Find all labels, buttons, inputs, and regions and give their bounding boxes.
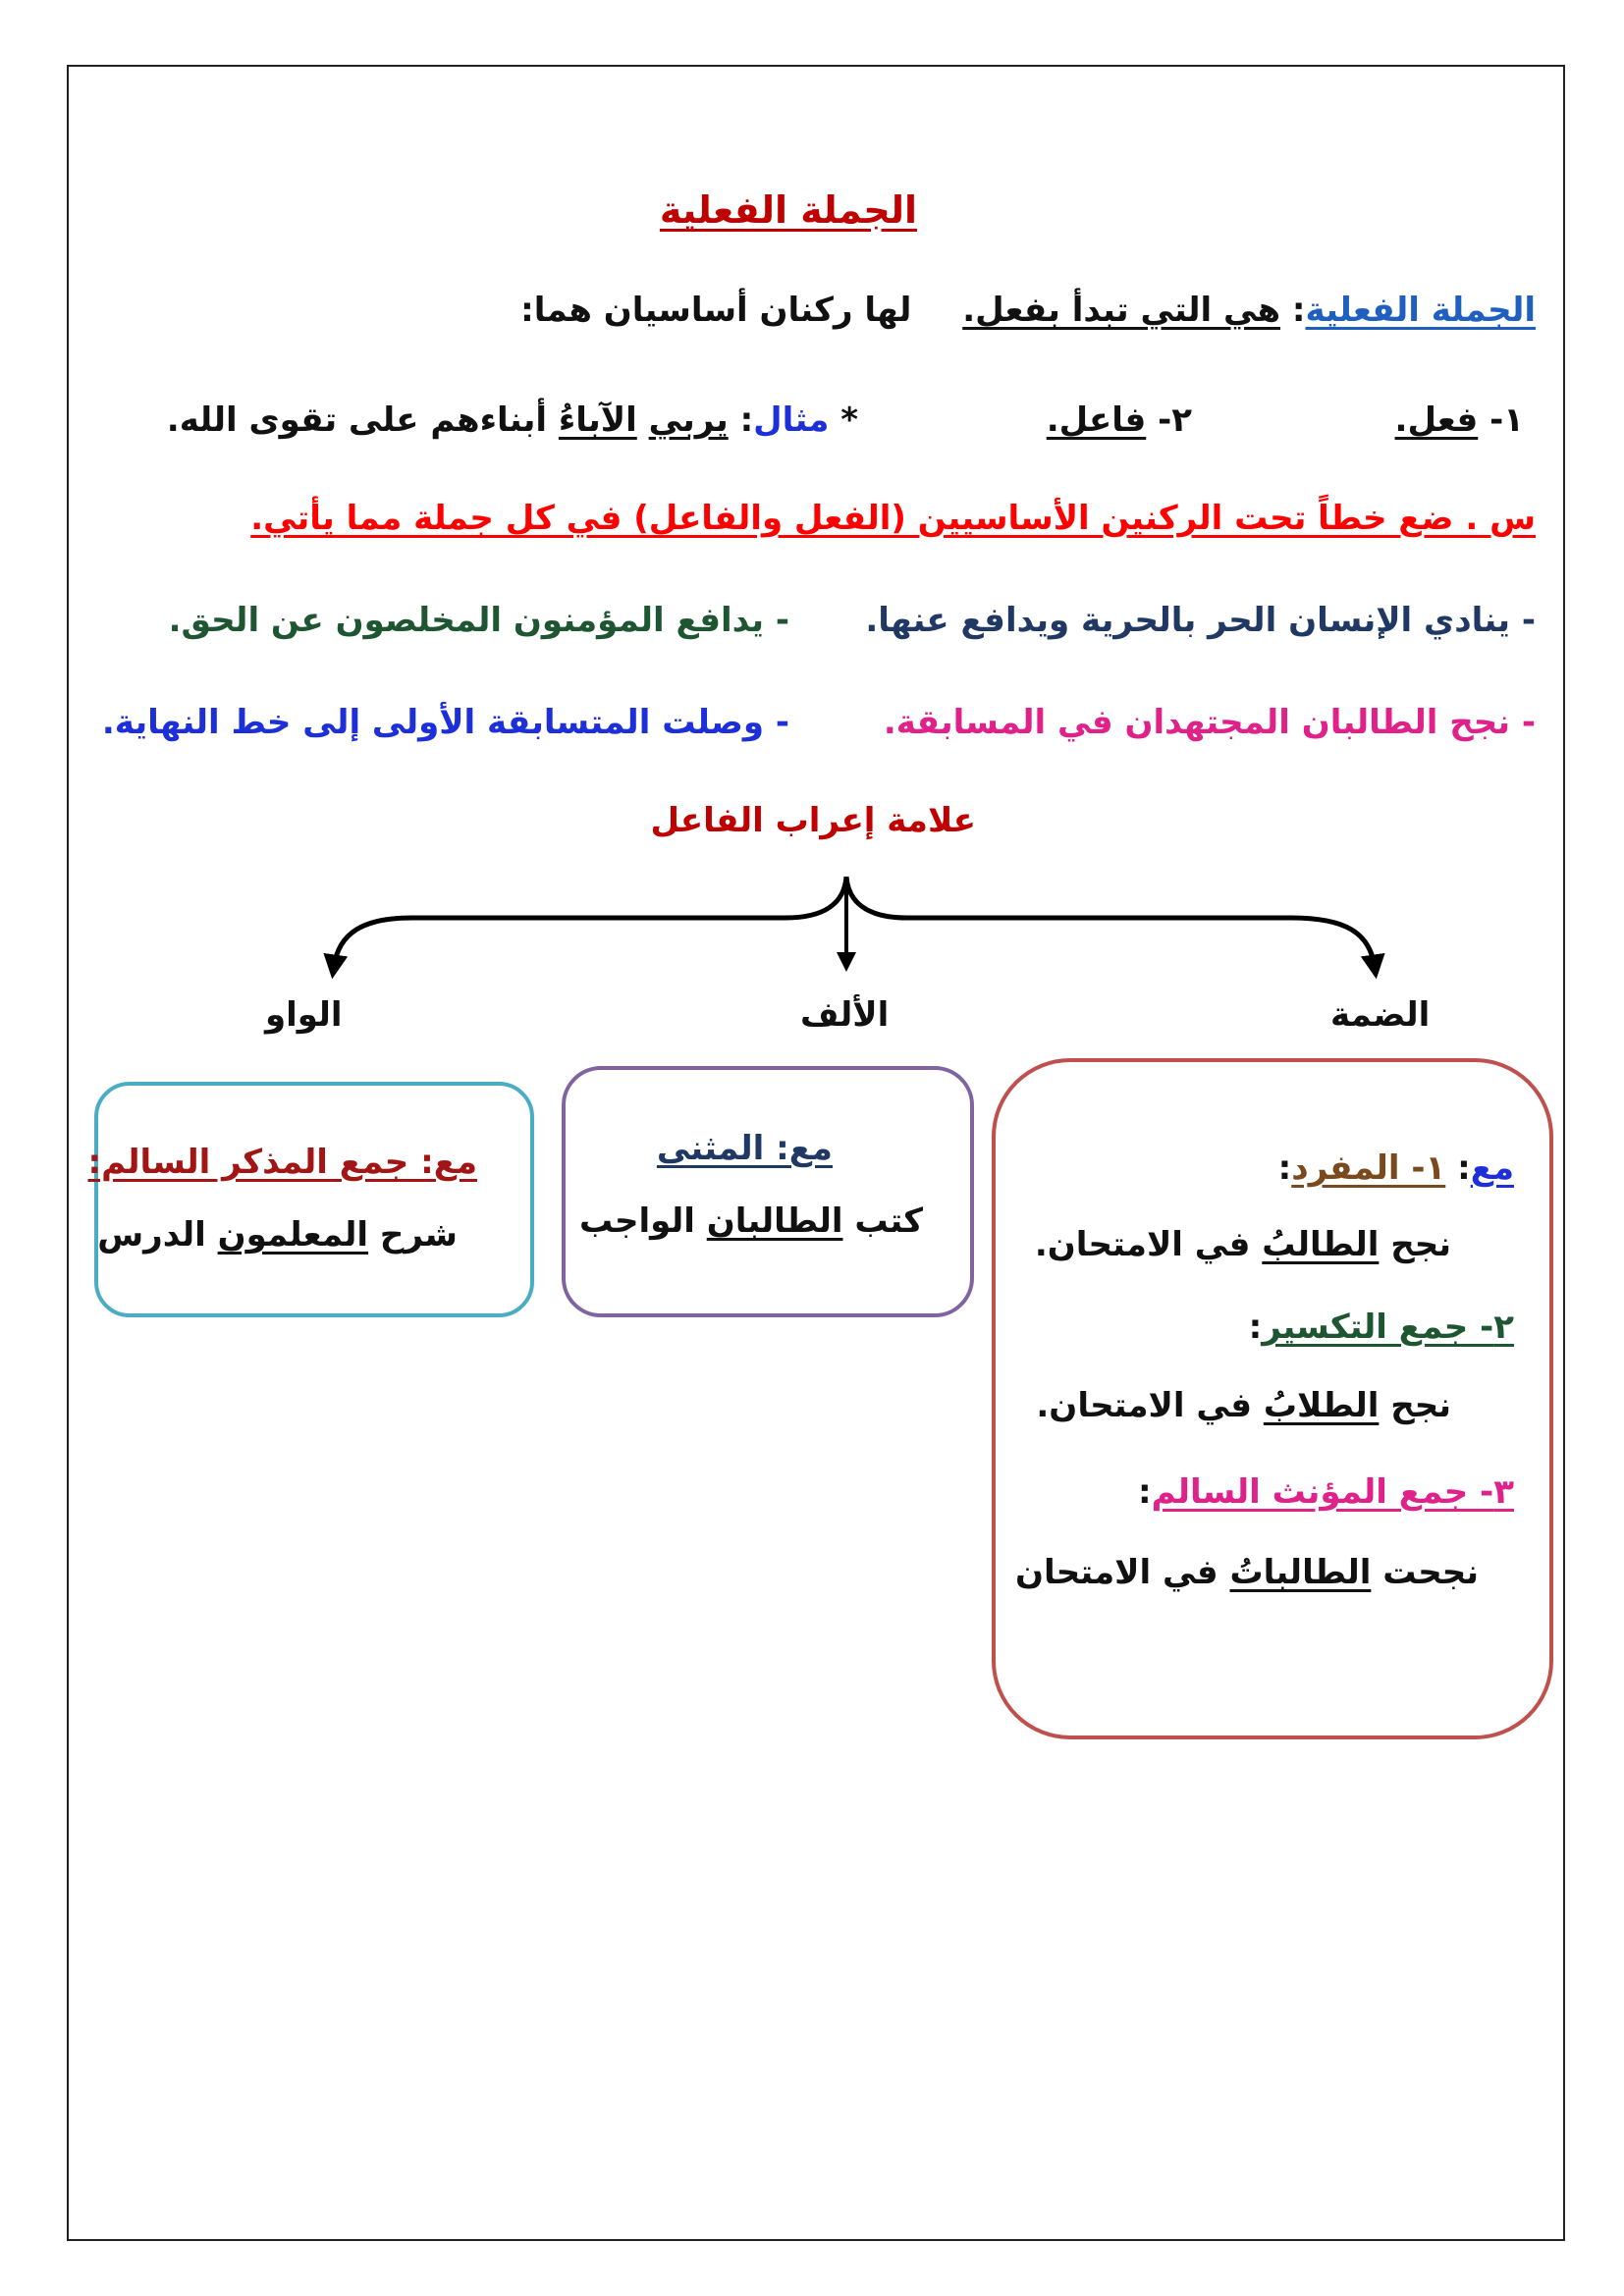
damma-muannath-subject: الطالباتُ (1229, 1553, 1372, 1592)
pillar-2: فاعل. (1046, 400, 1147, 440)
exercise-sentence-2: - يدافع المؤمنون المخلصون عن الحق. (168, 601, 789, 640)
exercise-sentence-3: - نجح الطالبان المجتهدان في المسابقة. (883, 703, 1536, 742)
exercise-sentence-4: - وصلت المتسابقة الأولى إلى خط النهاية. (101, 703, 789, 742)
example-rest: أبناءهم على تقوى الله. (166, 400, 548, 440)
example-label: مثال (753, 400, 830, 440)
definition-colon: : (1291, 291, 1306, 330)
pillar-1-number: ١- (1489, 400, 1524, 440)
damma-taksir-heading (1249, 1308, 1514, 1348)
damma-with-label: مع (1470, 1148, 1514, 1188)
waw-example (97, 1215, 458, 1255)
waw-subject: المعلمون (217, 1215, 369, 1255)
alif-example (579, 1201, 923, 1242)
alif-label: مع: المثنى (656, 1129, 833, 1168)
definition-term: الجملة الفعلية (1305, 291, 1536, 330)
brace-right-arm (846, 877, 1375, 967)
damma-taksir-rest: في الامتحان. (1036, 1386, 1252, 1425)
damma-mufrad-verb: نجح (1390, 1225, 1451, 1264)
damma-mufrad-heading (1278, 1148, 1514, 1189)
damma-mufrad-colon: : (1277, 1148, 1292, 1188)
definition-text: هي التي تبدأ بفعل. (962, 291, 1281, 330)
waw-rest: الدرس (97, 1215, 206, 1255)
branch-waw: الواو (265, 995, 343, 1035)
pillar-1: فعل. (1394, 400, 1479, 440)
diagram-heading: علامة إعراب الفاعل (650, 801, 976, 840)
damma-muannath-verb: نجحت (1382, 1553, 1479, 1592)
exercise-sentence-1: - ينادي الإنسان الحر بالحرية ويدافع عنها. (865, 601, 1536, 640)
waw-box (87, 1082, 534, 1317)
damma-with-colon: : (1457, 1148, 1471, 1188)
alif-subject: الطالبان (706, 1201, 843, 1241)
damma-muannath-colon: : (1137, 1472, 1152, 1512)
damma-taksir-example (1036, 1386, 1451, 1426)
definition-pillars: لها ركنان أساسيان هما: (520, 291, 912, 330)
example-colon: : (739, 400, 754, 440)
damma-muannath-label: ٣- جمع المؤنث السالم (1151, 1472, 1514, 1512)
brace-left-arm (334, 877, 846, 967)
damma-muannath-rest: في الامتحان (1014, 1553, 1218, 1592)
pillar-2-number: ٢- (1158, 400, 1192, 440)
page-title: الجملة الفعلية (659, 188, 917, 232)
damma-mufrad-subject: الطالبُ (1262, 1225, 1380, 1264)
alif-verb: كتب (854, 1201, 923, 1241)
branch-damma: الضمة (1330, 995, 1431, 1035)
waw-label: مع: جمع المذكر السالم: (87, 1143, 477, 1182)
damma-taksir-colon: : (1248, 1308, 1263, 1347)
exercise-question: س . ضع خطاً تحت الركنين الأساسيين (الفعل والفاعل) في كل جملة مما يأتي. (250, 499, 1536, 538)
damma-box (992, 1058, 1553, 1739)
damma-mufrad-rest: في الامتحان. (1034, 1225, 1251, 1264)
damma-muannath-example (1015, 1553, 1479, 1593)
damma-mufrad-label: ١- المفرد (1291, 1148, 1446, 1188)
damma-taksir-verb: نجح (1390, 1386, 1451, 1425)
alif-box (562, 1066, 974, 1317)
example-verb: يربي (648, 400, 729, 440)
damma-taksir-label: ٢- جمع التكسير (1262, 1308, 1514, 1347)
example-star: * (840, 400, 858, 440)
waw-verb: شرح (379, 1215, 458, 1255)
alif-rest: الواجب (579, 1201, 695, 1241)
damma-mufrad-example (1035, 1225, 1451, 1265)
damma-taksir-subject: الطلابُ (1263, 1386, 1380, 1425)
example-subject: الآباءُ (558, 400, 637, 440)
branch-alif: الألف (800, 995, 890, 1035)
damma-muannath-heading (1138, 1472, 1514, 1513)
